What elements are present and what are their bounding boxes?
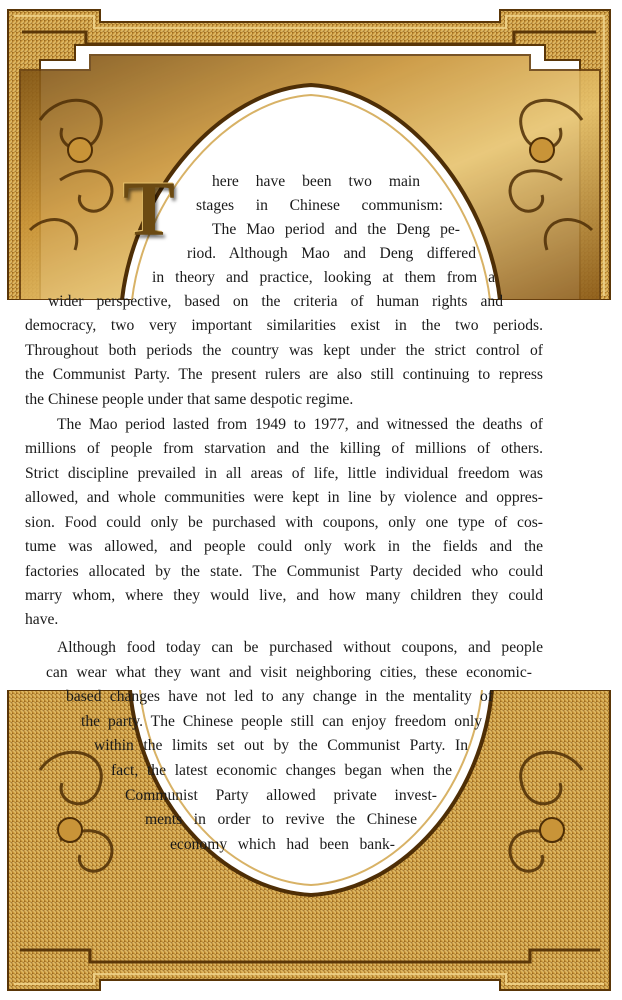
text-line: riod. Although Mao and Deng differed	[187, 245, 476, 262]
text-line: The Mao period and the Deng pe-	[212, 221, 460, 238]
text-line: millions of people from starvation and the killing of millions of others.	[25, 440, 543, 457]
text-line: here have been two main	[212, 173, 420, 190]
text-line: sion. Food could only be purchased with coupons, only one type of cos-	[25, 514, 543, 531]
text-line: Throughout both periods the country was kept under the strict control of	[25, 342, 543, 359]
text-line: allowed, and whole communities were kept in line by violence and oppres-	[25, 489, 543, 506]
text-line: marry whom, where they would live, and how many children they could	[25, 587, 543, 604]
text-line: the party. The Chinese people still can enjoy freedom only	[81, 713, 482, 730]
text-line: The Mao period lasted from 1949 to 1977, and witnessed the deaths of	[57, 416, 543, 433]
text-line: the Communist Party. The present rulers are also still continuing to repress	[25, 366, 543, 383]
text-line: the Chinese people under that same despotic regime.	[25, 391, 354, 408]
text-line: Although food today can be purchased without coupons, and people	[57, 639, 543, 656]
text-line: based changes have not led to any change in the mentality of	[66, 688, 493, 705]
text-line: stages in Chinese communism:	[196, 197, 443, 214]
text-line: ments in order to revive the Chinese	[145, 811, 417, 828]
text-line: economy which had been bank-	[170, 836, 395, 853]
text-line: can wear what they want and visit neighboring cities, these economic-	[46, 664, 532, 681]
text-line: factories allocated by the state. The Communist Party decided who could	[25, 563, 543, 580]
text-line: have.	[25, 611, 59, 628]
text-line: in theory and practice, looking at them from a	[152, 269, 495, 286]
drop-cap: T	[122, 165, 176, 252]
text-line: democracy, two very important similarities exist in the two periods.	[25, 317, 543, 334]
text-line: tume was allowed, and people could only work in the fields and the	[25, 538, 543, 555]
text-line: wider perspective, based on the criteria of human rights and	[48, 293, 503, 310]
text-line: Communist Party allowed private invest-	[125, 787, 437, 804]
text-line: Strict discipline prevailed in all areas of life, little individual freedom was	[25, 465, 543, 482]
text-line: fact, the latest economic changes began when the	[111, 762, 452, 779]
text-line: within the limits set out by the Communist Party. In	[94, 737, 468, 754]
